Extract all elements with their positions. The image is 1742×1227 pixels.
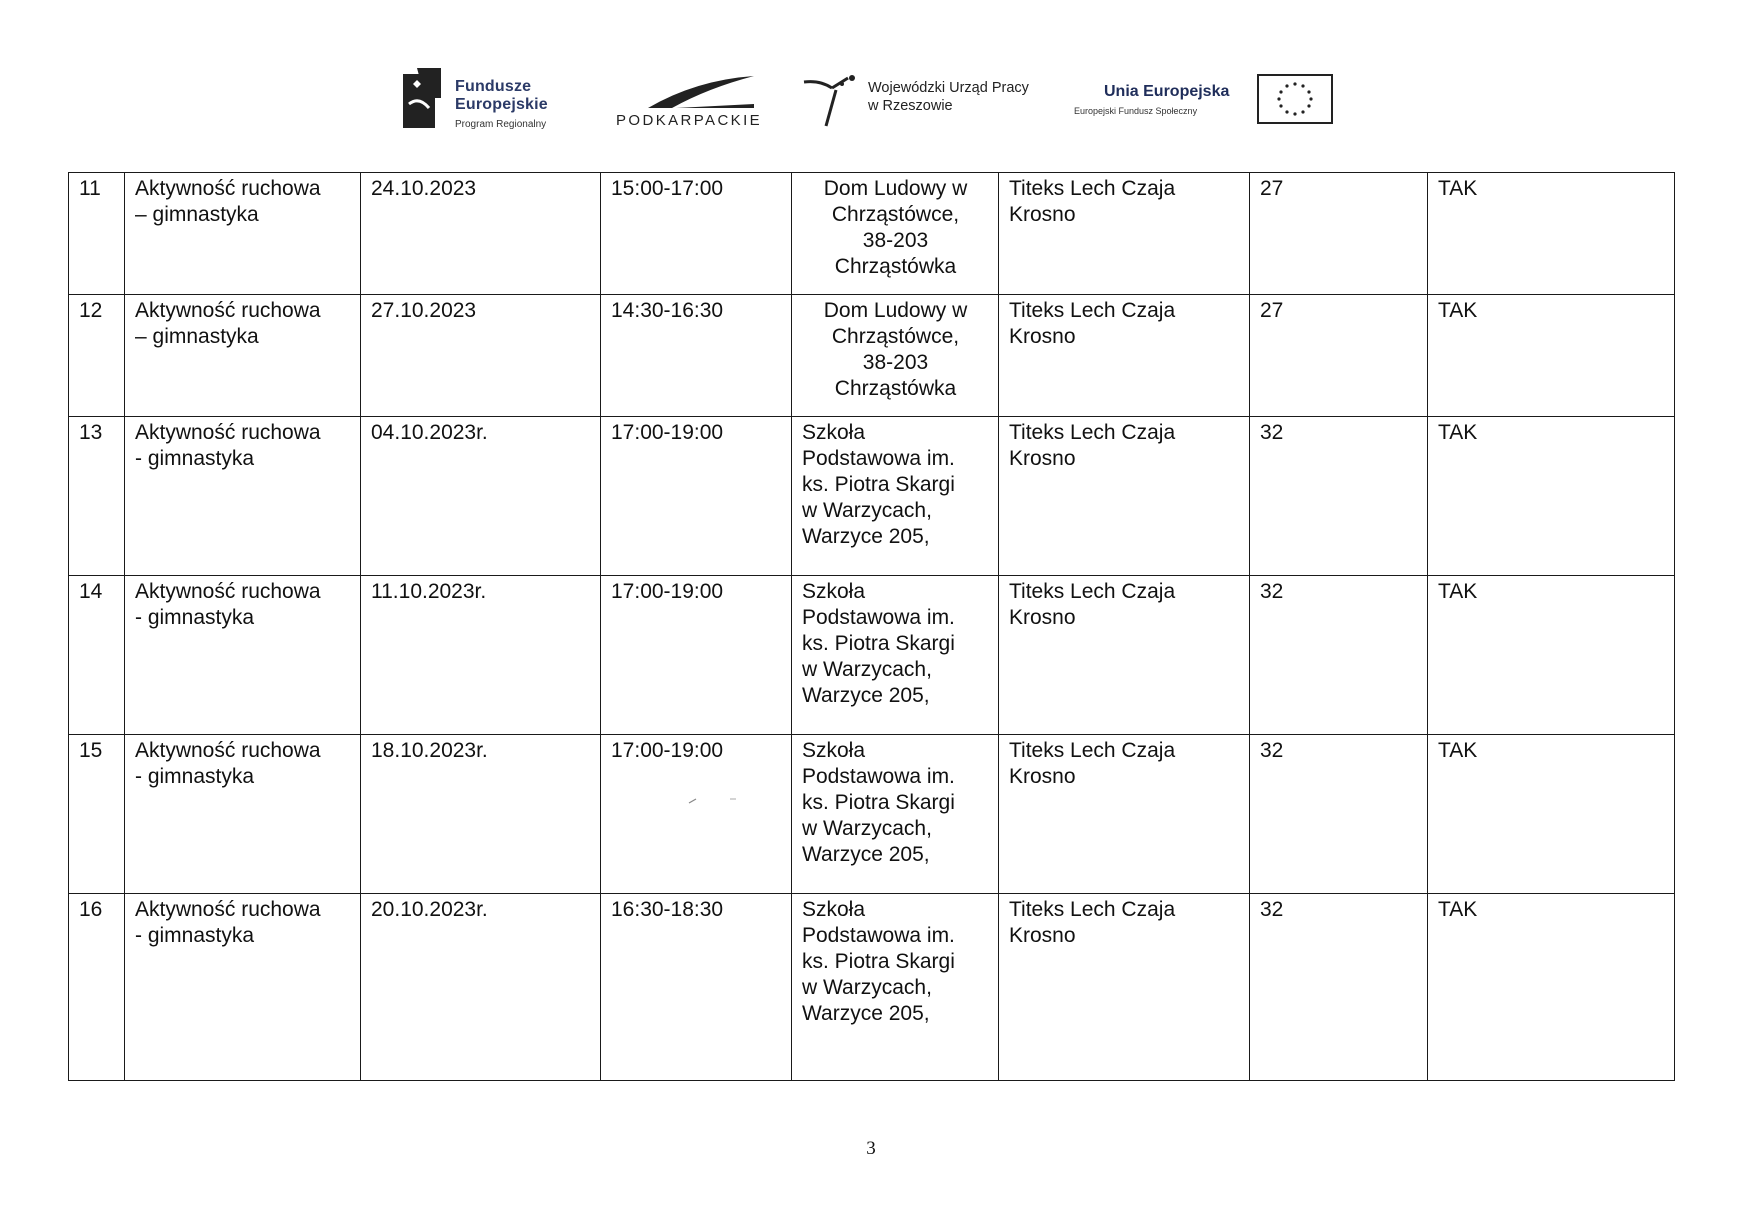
status-cell: TAK xyxy=(1428,295,1675,417)
place-cell-line: Chrząstówce, xyxy=(831,325,960,348)
activity-cell-line: - gimnastyka xyxy=(135,447,255,470)
status-cell: TAK xyxy=(1428,735,1675,894)
date-cell: 20.10.2023r. xyxy=(361,894,601,1081)
activity-cell xyxy=(125,417,361,576)
ue-line1: Unia Europejska xyxy=(1104,83,1230,100)
activity-cell xyxy=(125,173,361,295)
place-cell-line: Dom Ludowy w xyxy=(823,177,968,200)
date-cell: 11.10.2023r. xyxy=(361,576,601,735)
date-cell: 27.10.2023 xyxy=(361,295,601,417)
table-row xyxy=(69,173,1675,295)
status-cell: TAK xyxy=(1428,173,1675,295)
provider-cell-line: Krosno xyxy=(1009,447,1076,470)
table-row xyxy=(69,735,1675,894)
place-cell-line: Szkoła xyxy=(802,898,866,921)
activity-cell-line: Aktywność ruchowa xyxy=(135,299,321,322)
status-cell: TAK xyxy=(1428,417,1675,576)
place-cell xyxy=(792,173,999,295)
time-cell: 17:00-19:00 xyxy=(601,417,792,576)
date-cell: 18.10.2023r. xyxy=(361,735,601,894)
fundusze-line1: Fundusze xyxy=(455,78,532,95)
activity-cell-line: - gimnastyka xyxy=(135,765,255,788)
activity-cell xyxy=(125,576,361,735)
row-number: 12 xyxy=(69,295,125,417)
place-cell-line: ks. Piotra Skargi xyxy=(802,791,955,814)
participants-cell: 32 xyxy=(1250,894,1428,1081)
fundusze-line2: Europejskie xyxy=(455,96,548,113)
activity-cell xyxy=(125,894,361,1081)
provider-cell xyxy=(999,173,1250,295)
podkarpackie-swoosh-icon xyxy=(646,74,756,110)
date-cell: 24.10.2023 xyxy=(361,173,601,295)
activity-cell xyxy=(125,735,361,894)
activity-cell-line: Aktywność ruchowa xyxy=(135,421,321,444)
activity-cell-line: – gimnastyka xyxy=(135,325,259,348)
provider-cell-line: Titeks Lech Czaja xyxy=(1009,739,1176,762)
place-cell-line: ks. Piotra Skargi xyxy=(802,632,955,655)
provider-cell-line: Krosno xyxy=(1009,606,1076,629)
provider-cell xyxy=(999,417,1250,576)
row-number: 11 xyxy=(69,173,125,295)
place-cell-line: 38-203 xyxy=(862,229,929,252)
participants-cell: 27 xyxy=(1250,295,1428,417)
ue-line2: Europejski Fundusz Społeczny xyxy=(1074,106,1198,116)
wup-line2: w Rzeszowie xyxy=(868,98,953,114)
provider-cell-line: Titeks Lech Czaja xyxy=(1009,421,1176,444)
activity-cell-line: - gimnastyka xyxy=(135,606,255,629)
time-cell: 16:30-18:30 xyxy=(601,894,792,1081)
page-number: 3 xyxy=(866,1138,876,1159)
wup-logo xyxy=(802,70,1064,130)
provider-cell-line: Krosno xyxy=(1009,325,1076,348)
place-cell-line: w Warzycach, xyxy=(802,499,932,522)
activity-cell-line: Aktywność ruchowa xyxy=(135,898,321,921)
provider-cell-line: Titeks Lech Czaja xyxy=(1009,299,1176,322)
place-cell-line: Chrząstówce, xyxy=(831,203,960,226)
place-cell-line: Warzyce 205, xyxy=(802,525,930,548)
activity-cell-line: Aktywność ruchowa xyxy=(135,580,321,603)
date-cell: 04.10.2023r. xyxy=(361,417,601,576)
place-cell-line: w Warzycach, xyxy=(802,976,932,999)
place-cell-line: Warzyce 205, xyxy=(802,1002,930,1025)
participants-cell: 32 xyxy=(1250,735,1428,894)
stray-pen-mark xyxy=(688,795,738,805)
ue-logo xyxy=(1072,74,1340,136)
time-cell: 15:00-17:00 xyxy=(601,173,792,295)
table-row xyxy=(69,417,1675,576)
activity-cell-line: Aktywność ruchowa xyxy=(135,177,321,200)
place-cell-line: Podstawowa im. xyxy=(802,924,955,947)
place-cell xyxy=(792,417,999,576)
place-cell xyxy=(792,894,999,1081)
provider-cell xyxy=(999,894,1250,1081)
fundusze-europejskie-logo xyxy=(403,68,583,138)
fundusze-europejskie-icon xyxy=(403,68,441,132)
schedule-table xyxy=(68,172,1675,1081)
place-cell-line: w Warzycach, xyxy=(802,817,932,840)
place-cell xyxy=(792,295,999,417)
provider-cell xyxy=(999,295,1250,417)
participants-cell: 32 xyxy=(1250,417,1428,576)
provider-cell-line: Krosno xyxy=(1009,203,1076,226)
place-cell-line: Warzyce 205, xyxy=(802,843,930,866)
place-cell-line: w Warzycach, xyxy=(802,658,932,681)
place-cell-line: Chrząstówka xyxy=(834,377,957,400)
place-cell-line: Szkoła xyxy=(802,580,866,603)
participants-cell: 27 xyxy=(1250,173,1428,295)
fundusze-line3: Program Regionalny xyxy=(455,119,547,130)
place-cell-line: Podstawowa im. xyxy=(802,606,955,629)
time-cell: 14:30-16:30 xyxy=(601,295,792,417)
podkarpackie-text: PODKARPACKIE xyxy=(616,112,763,129)
place-cell xyxy=(792,735,999,894)
place-cell-line: 38-203 xyxy=(862,351,929,374)
provider-cell-line: Titeks Lech Czaja xyxy=(1009,177,1176,200)
place-cell-line: ks. Piotra Skargi xyxy=(802,950,955,973)
participants-cell: 32 xyxy=(1250,576,1428,735)
logo-bar xyxy=(0,64,1742,144)
row-number: 16 xyxy=(69,894,125,1081)
wup-bird-icon xyxy=(802,70,864,130)
row-number: 15 xyxy=(69,735,125,894)
place-cell-line: ks. Piotra Skargi xyxy=(802,473,955,496)
place-cell-line: Szkoła xyxy=(802,421,866,444)
activity-cell xyxy=(125,295,361,417)
table-row xyxy=(69,576,1675,735)
eu-flag-icon xyxy=(1257,74,1333,124)
provider-cell-line: Krosno xyxy=(1009,924,1076,947)
table-row xyxy=(69,894,1675,1081)
time-cell: 17:00-19:00 xyxy=(601,576,792,735)
place-cell-line: Warzyce 205, xyxy=(802,684,930,707)
status-cell: TAK xyxy=(1428,576,1675,735)
provider-cell xyxy=(999,576,1250,735)
activity-cell-line: – gimnastyka xyxy=(135,203,259,226)
activity-cell-line: Aktywność ruchowa xyxy=(135,739,321,762)
row-number: 14 xyxy=(69,576,125,735)
table-row xyxy=(69,295,1675,417)
wup-line1: Wojewódzki Urząd Pracy xyxy=(868,80,1029,96)
provider-cell-line: Krosno xyxy=(1009,765,1076,788)
row-number: 13 xyxy=(69,417,125,576)
place-cell-line: Podstawowa im. xyxy=(802,447,955,470)
provider-cell-line: Titeks Lech Czaja xyxy=(1009,580,1176,603)
place-cell-line: Dom Ludowy w xyxy=(823,299,968,322)
place-cell-line: Podstawowa im. xyxy=(802,765,955,788)
time-cell: 17:00-19:00 xyxy=(601,735,792,894)
place-cell xyxy=(792,576,999,735)
provider-cell xyxy=(999,735,1250,894)
podkarpackie-logo xyxy=(616,74,780,130)
place-cell-line: Chrząstówka xyxy=(834,255,957,278)
place-cell-line: Szkoła xyxy=(802,739,866,762)
activity-cell-line: - gimnastyka xyxy=(135,924,255,947)
status-cell: TAK xyxy=(1428,894,1675,1081)
provider-cell-line: Titeks Lech Czaja xyxy=(1009,898,1176,921)
